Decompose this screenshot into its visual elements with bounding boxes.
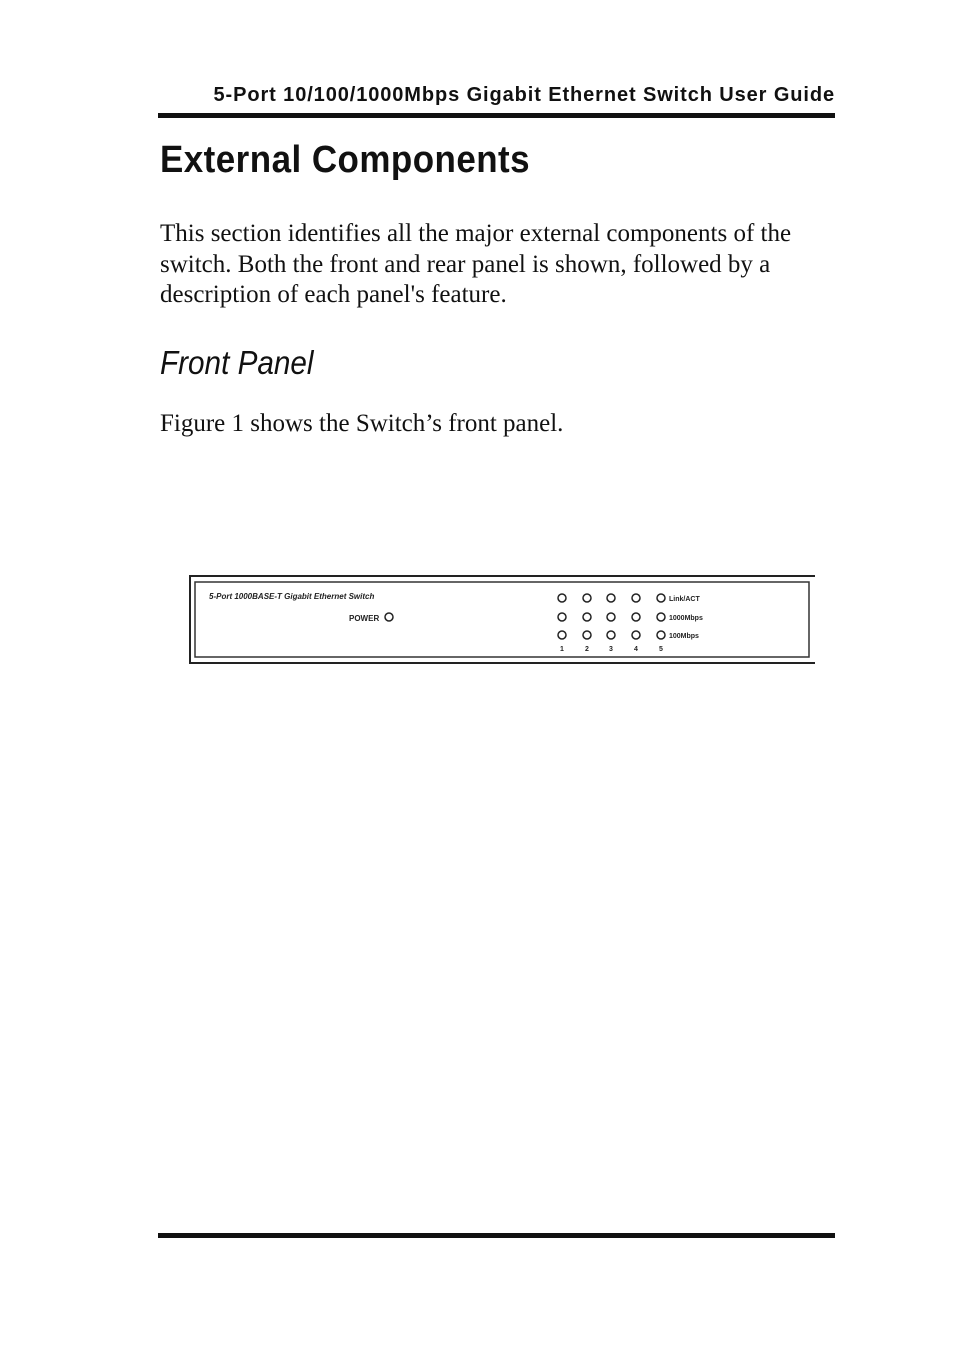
power-label: POWER [349, 614, 380, 623]
led-port3-1000-icon [607, 613, 615, 621]
led-port5-100-icon [657, 631, 665, 639]
port-number-5: 5 [659, 646, 663, 653]
led-port2-1000-icon [583, 613, 591, 621]
footer-rule [158, 1233, 835, 1238]
device-label: 5-Port 1000BASE-T Gigabit Ethernet Switch [209, 592, 375, 601]
port-number-4: 4 [634, 646, 638, 653]
led-port1-100-icon [558, 631, 566, 639]
led-port1-linkact-icon [558, 594, 566, 602]
led-port2-100-icon [583, 631, 591, 639]
led-label-linkact: Link/ACT [669, 596, 700, 603]
power-led-icon [385, 613, 393, 621]
header-rule [158, 113, 835, 118]
led-port1-1000-icon [558, 613, 566, 621]
front-panel-figure [189, 575, 815, 665]
led-port4-1000-icon [632, 613, 640, 621]
led-label-100mbps: 100Mbps [669, 633, 699, 640]
intro-paragraph: This section identifies all the major external components of the switch. Both the front and rear panel is shown, followed by a description of each panel's feature. [160, 220, 792, 308]
led-port3-linkact-icon [607, 594, 615, 602]
figure-reference-text: Figure 1 shows the Switch’s front panel. [160, 410, 564, 437]
led-port5-1000-icon [657, 613, 665, 621]
led-port4-100-icon [632, 631, 640, 639]
front-panel-diagram [189, 575, 815, 665]
led-port4-linkact-icon [632, 594, 640, 602]
led-port2-linkact-icon [583, 594, 591, 602]
running-header-title: 5-Port 10/100/1000Mbps Gigabit Ethernet Switch User Guide [213, 84, 835, 106]
panel-outer-frame [190, 576, 815, 663]
port-number-3: 3 [609, 646, 613, 653]
section-title: External Components [160, 139, 531, 181]
led-port5-linkact-icon [657, 594, 665, 602]
led-label-1000mbps: 1000Mbps [669, 615, 703, 622]
led-port3-100-icon [607, 631, 615, 639]
port-number-2: 2 [585, 646, 589, 653]
port-number-1: 1 [560, 646, 564, 653]
subsection-title: Front Panel [160, 344, 314, 381]
